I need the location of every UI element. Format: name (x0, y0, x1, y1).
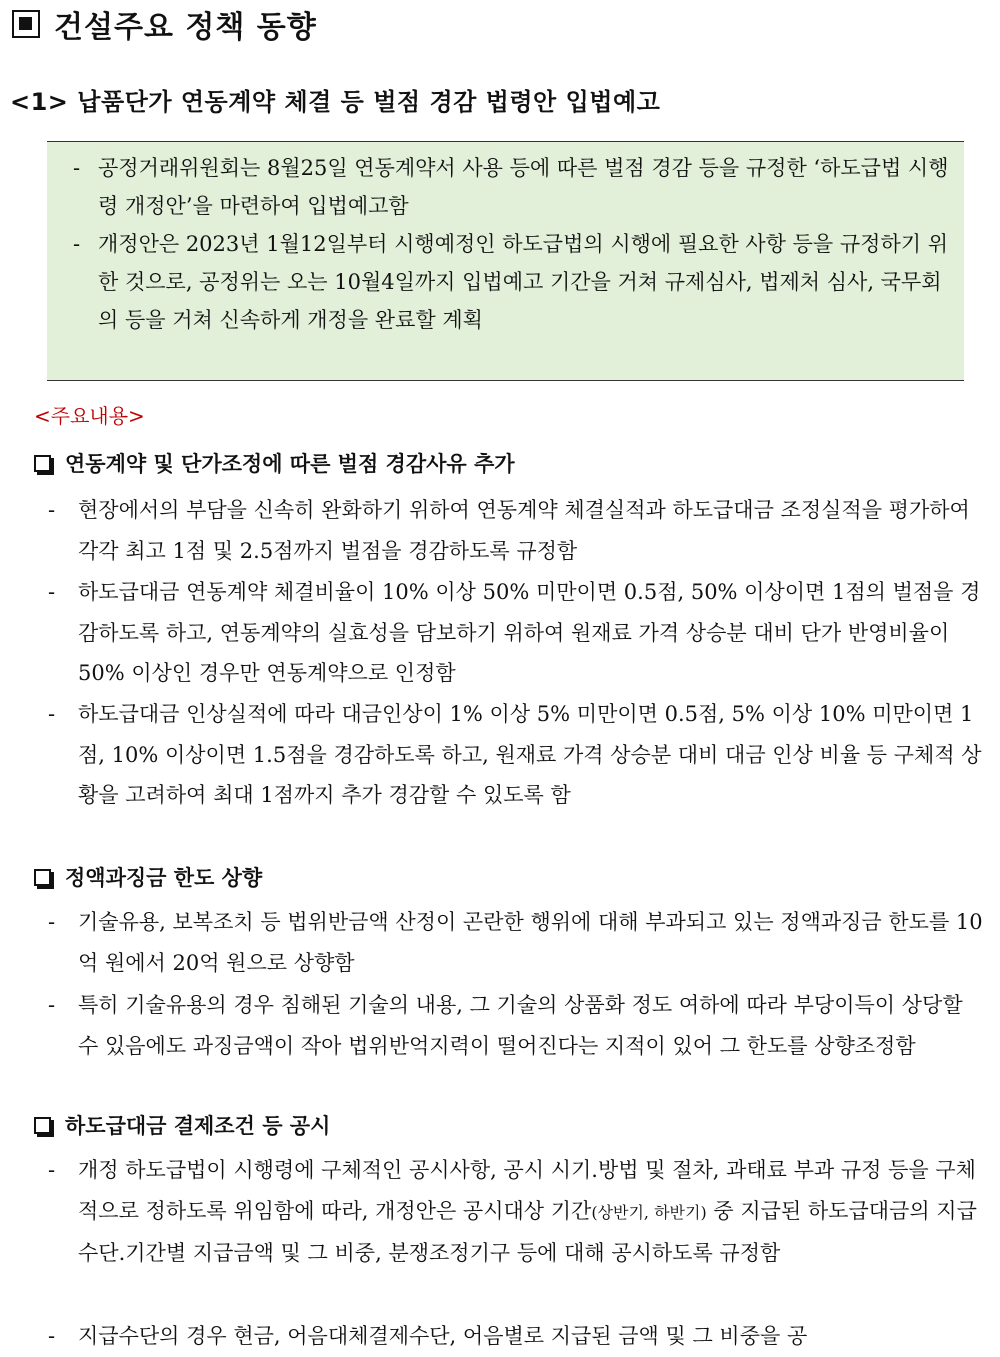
summary-item (73, 149, 954, 225)
bullet-item (48, 572, 986, 694)
dash-marker: - (48, 498, 56, 522)
bullet-text: 하도급대금 연동계약 체결비율이 10% 이상 50% 미만이면 0.5점, 50% 이상이면 1점의 벌점을 경감하도록 하고, 연동계약의 실효성을 담보하기 위하여 원재료 가격 상승분 대비 단가 반영비율이 50% 이상인 경우만 연동계약으로 인정함 (78, 580, 981, 685)
summary-item (73, 225, 954, 339)
subsection-heading-text: 정액과징금 한도 상향 (65, 866, 263, 890)
dash-marker: - (48, 993, 56, 1017)
checkbox-square-icon (34, 1117, 51, 1134)
bullet-text: 특히 기술유용의 경우 침해된 기술의 내용, 그 기술의 상품화 정도 여하에 따라 부당이득이 상당할 수 있음에도 과징금액이 작아 법위반억지력이 떨어진다는 지적이 있어 그 한도를 상향조정함 (78, 993, 963, 1058)
subsection-heading-text: 연동계약 및 단가조정에 따른 벌점 경감사유 추가 (65, 452, 515, 476)
checkbox-square-icon (34, 455, 51, 472)
main-content-label: <주요내용> (34, 404, 145, 428)
subsection-heading (34, 862, 262, 892)
summary-item-text: 공정거래위원회는 8월25일 연동계약서 사용 등에 따른 벌점 경감 등을 규정한 ‘하도급법 시행령 개정안’을 마련하여 입법예고함 (98, 156, 949, 218)
dash-marker: - (73, 156, 81, 180)
bullet-item (48, 1150, 986, 1274)
bullet-text: 중 지급된 하도급대금의 지급수단.기간별 지급금액 및 그 비중, 분쟁조정기구 등에 대해 공시하도록 규정함 (78, 1198, 977, 1265)
bullet-text: 지급수단의 경우 현금, 어음대체결제수단, 어음별로 지급된 금액 및 그 비중을 공 (78, 1324, 808, 1348)
filled-square-icon (12, 10, 40, 38)
bullet-item (48, 985, 986, 1066)
subsection-heading (34, 1110, 330, 1140)
dash-marker: - (48, 580, 56, 604)
bullet-item (48, 902, 986, 983)
dash-marker: - (48, 1324, 56, 1348)
bullet-text: 하도급대금 인상실적에 따라 대금인상이 1% 이상 5% 미만이면 0.5점, 5% 이상 10% 미만이면 1점, 10% 이상이면 1.5점을 경감하도록 하고, 원재료 가격 상승분 대비 대금 인상 비율 등 구체적 상황을 고려하여 최대 1점까지 추가 경감할 수 있도록 함 (78, 702, 982, 807)
section-title (12, 2, 317, 46)
summary-box (47, 141, 964, 381)
subsection-heading (34, 448, 515, 478)
dash-marker: - (73, 232, 81, 256)
checkbox-square-icon (34, 869, 51, 886)
article-title: <1> 납품단가 연동계약 체결 등 벌점 경감 법령안 입법예고 (10, 88, 661, 116)
section-title-text: 건설주요 정책 동향 (54, 10, 317, 45)
bullet-text-small: (상반기, 하반기) (591, 1202, 707, 1222)
bullet-text: 기술유용, 보복조치 등 법위반금액 산정이 곤란한 행위에 대해 부과되고 있는 정액과징금 한도를 10억 원에서 20억 원으로 상향함 (78, 910, 983, 975)
bullet-item (48, 1316, 986, 1357)
subsection-heading-text: 하도급대금 결제조건 등 공시 (65, 1114, 331, 1138)
bullet-text: 현장에서의 부담을 신속히 완화하기 위하여 연동계약 체결실적과 하도급대금 조정실적을 평가하여 각각 최고 1점 및 2.5점까지 벌점을 경감하도록 규정함 (78, 498, 970, 563)
dash-marker: - (48, 702, 56, 726)
dash-marker: - (48, 1158, 56, 1182)
summary-item-text: 개정안은 2023년 1월12일부터 시행예정인 하도급법의 시행에 필요한 사항 등을 규정하기 위한 것으로, 공정위는 오는 10월4일까지 입법예고 기간을 거쳐 규제심사, 법제처 심사, 국무회의 등을 거쳐 신속하게 개정을 완료할 계획 (98, 232, 949, 332)
bullet-item (48, 490, 986, 571)
bullet-item (48, 694, 986, 816)
bullet-text: 개정 하도급법이 시행령에 구체적인 공시사항, 공시 시기.방법 및 절차, 과태료 부과 규정 등을 구체적으로 정하도록 위임함에 따라, 개정안은 공시대상 기간 (78, 1158, 976, 1223)
dash-marker: - (48, 910, 56, 934)
